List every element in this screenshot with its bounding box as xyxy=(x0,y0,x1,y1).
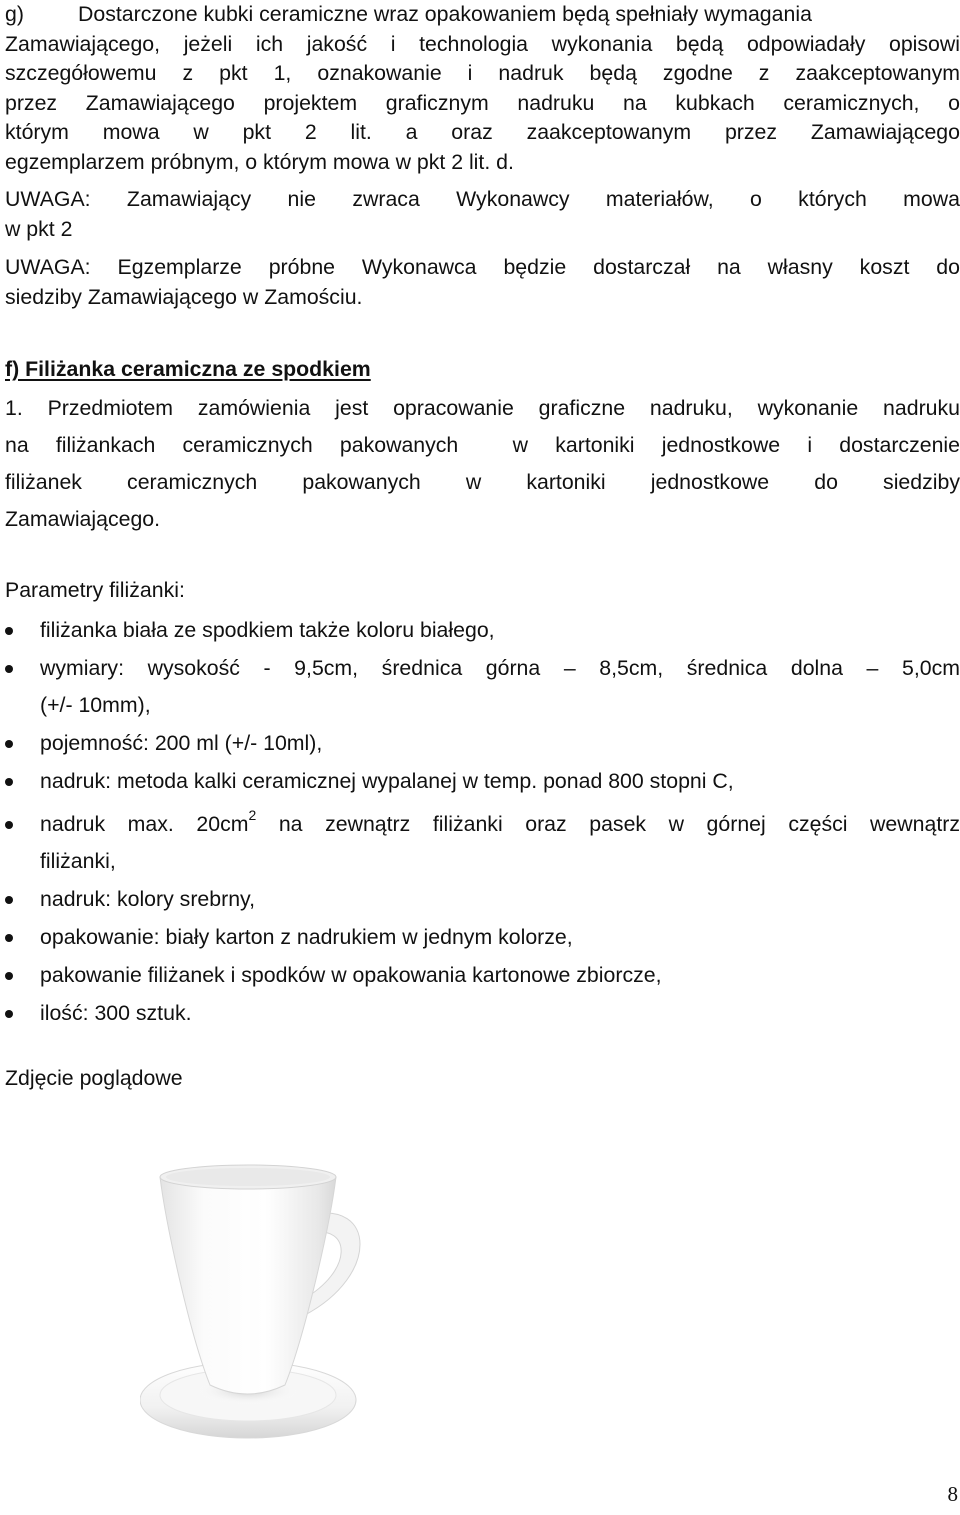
list-item xyxy=(5,763,960,800)
section-g-line-3: szczegółowemu z pkt 1, oznakowanie i nadruk będą zgodne z zaakceptowanym xyxy=(5,61,960,85)
intro-line-1: 1. Przedmiotem zamówienia jest opracowanie graficzne nadruku, wykonanie nadruku xyxy=(5,396,960,420)
intro-line-2: na filiżankach ceramicznych pakowanych w kartoniki jednostkowe i dostarczenie xyxy=(5,433,960,457)
bullet-text: opakowanie: biały karton z nadrukiem w jednym kolorze, xyxy=(40,925,573,949)
bullet-text: nadruk: metoda kalki ceramicznej wypalanej w temp. ponad 800 stopni C, xyxy=(40,769,734,793)
photo-caption: Zdjęcie poglądowe xyxy=(5,1066,183,1090)
section-g-line-6: egzemplarzem próbnym, o którym mowa w pkt 2 lit. d. xyxy=(5,149,514,174)
bullet-dot xyxy=(5,972,13,980)
section-g-line-5: którym mowa w pkt 2 lit. a oraz zaakceptowanym przez Zamawiającego xyxy=(5,120,960,144)
bullet-text: nadruk: kolory srebrny, xyxy=(40,887,256,911)
list-item xyxy=(5,995,960,1032)
bullet-dot xyxy=(5,934,13,942)
bullet-dot xyxy=(5,1010,13,1018)
cup-photo xyxy=(140,1155,400,1455)
bullet-text: wymiary: wysokość - 9,5cm, średnica górna – 8,5cm, średnica dolna – 5,0cm xyxy=(40,656,960,680)
bullet-text: pakowanie filiżanek i spodków w opakowania kartonowe zbiorcze, xyxy=(40,963,662,987)
note-1-line-2: w pkt 2 xyxy=(5,216,73,241)
bullet-dot xyxy=(5,665,13,673)
bullet-dot xyxy=(5,627,13,635)
intro-line-4: Zamawiającego. xyxy=(5,507,161,531)
note-2-line-2: siedziby Zamawiającego w Zamościu. xyxy=(5,284,363,309)
section-g-paragraph xyxy=(5,0,960,177)
bullet-dot xyxy=(5,896,13,904)
bullet-text-part: nadruk max. 20cm xyxy=(40,812,249,836)
bullet-dot xyxy=(5,778,13,786)
note-1 xyxy=(5,185,960,244)
note-2 xyxy=(5,253,960,312)
note-2-line-1: UWAGA: Egzemplarze próbne Wykonawca będzie dostarczał na własny koszt do xyxy=(5,255,960,279)
section-g-line-2: Zamawiającego, jeżeli ich jakość i technologia wykonania będą odpowiadały opisowi xyxy=(5,31,960,56)
section-g-line-4: przez Zamawiającego projektem graficznym nadruku na kubkach ceramicznych, o xyxy=(5,90,960,115)
intro-line-3: filiżanek ceramicznych pakowanych w kartoniki jednostkowe do siedziby xyxy=(5,470,960,494)
section-f-heading: f) Filiżanka ceramiczna ze spodkiem xyxy=(5,357,371,381)
list-item xyxy=(5,806,960,880)
bullet-text-part: na zewnątrz filiżanki oraz pasek w górnej części wewnątrz xyxy=(256,812,960,836)
list-item xyxy=(5,881,960,918)
bullet-text-continued: filiżanki, xyxy=(40,849,116,873)
params-title: Parametry filiżanki: xyxy=(5,578,185,602)
bullet-text: ilość: 300 sztuk. xyxy=(40,1001,192,1025)
bullet-text xyxy=(40,806,960,843)
superscript: 2 xyxy=(248,806,257,823)
bullet-text: filiżanka biała ze spodkiem także koloru białego, xyxy=(40,618,495,642)
section-g-line-1: Dostarczone kubki ceramiczne wraz opakowaniem będą spełniały wymagania xyxy=(78,2,812,26)
page-number: 8 xyxy=(947,1482,958,1506)
bullet-text: pojemność: 200 ml (+/- 10ml), xyxy=(40,731,323,755)
list-item xyxy=(5,725,960,762)
params-list xyxy=(5,612,960,1033)
bullet-text-continued: (+/- 10mm), xyxy=(40,693,151,717)
note-1-line-1: UWAGA: Zamawiający nie zwraca Wykonawcy materiałów, o których mowa xyxy=(5,187,960,211)
bullet-dot xyxy=(5,740,13,748)
section-g-marker: g) xyxy=(5,2,24,26)
list-item xyxy=(5,957,960,994)
list-item xyxy=(5,919,960,956)
section-g xyxy=(5,0,960,177)
section-f-intro xyxy=(5,390,960,538)
list-item xyxy=(5,650,960,724)
bullet-dot xyxy=(5,821,13,829)
list-item xyxy=(5,612,960,649)
